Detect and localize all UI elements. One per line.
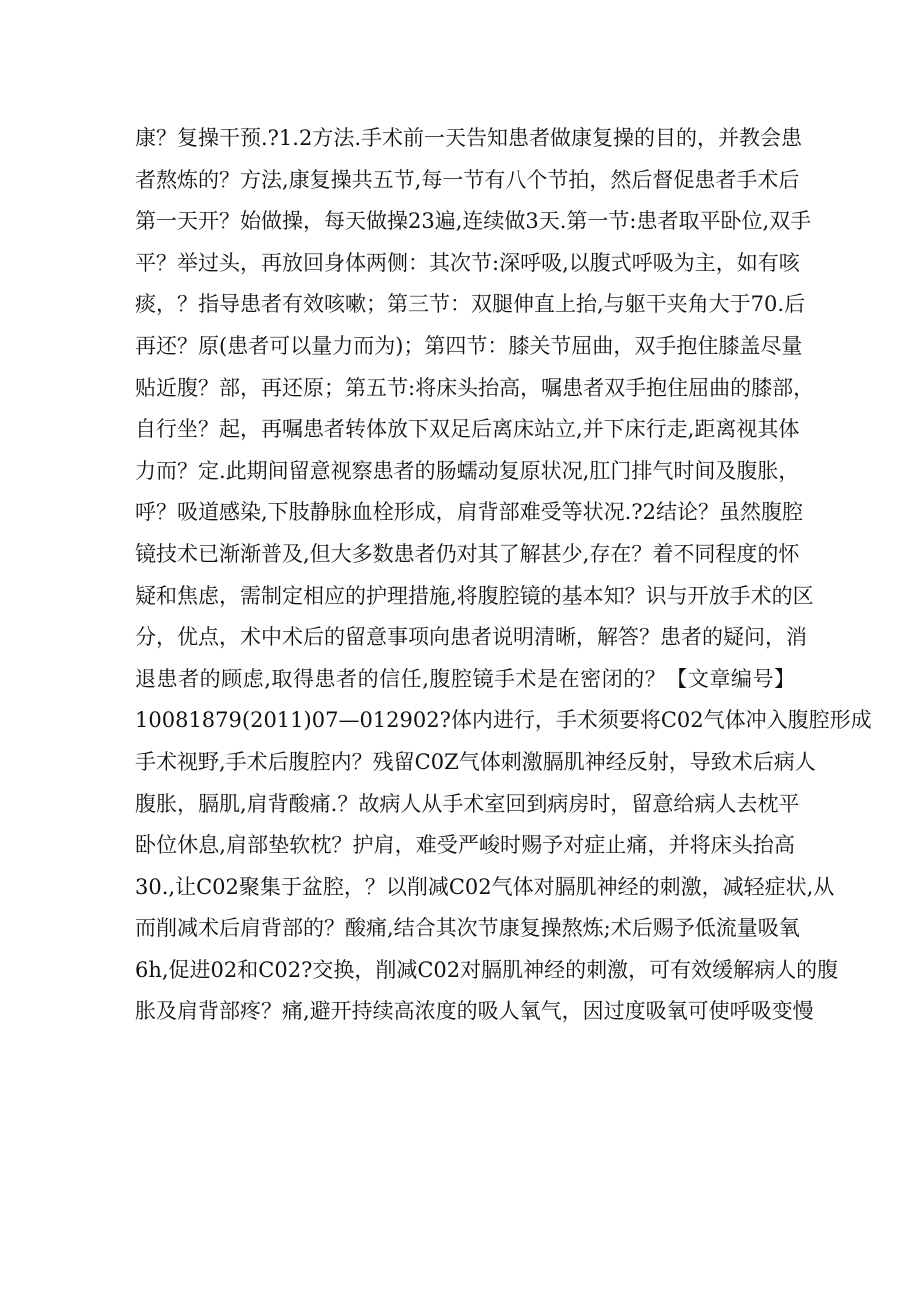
text-line: 而削减术后肩背部的？酸痛,结合其次节康复操熬炼;术后赐予低流量吸氧 (135, 916, 800, 941)
text-line: 腹胀，膈肌,肩背酸痛.？故病人从手术室回到病房时，留意给病人去枕平 (135, 791, 800, 816)
text-line: 再还？原(患者可以量力而为)；第四节：膝关节屈曲，双手抱住膝盖尽量 (135, 333, 803, 358)
text-line: 分，优点，术中术后的留意事项向患者说明清晰，解答？患者的疑问，消 (135, 625, 807, 650)
text-line: 卧位休息,肩部垫软枕？护肩，难受严峻时赐予对症止痛，并将床头抬高 (135, 833, 795, 858)
text-line: 平？举过头，再放回身体两侧：其次节:深呼吸,以腹式呼吸为主，如有咳 (135, 250, 800, 275)
text-line: 10081879(2011)07—012902?体内进行，手术须要将C02气体冲入腹腔形成 (135, 708, 872, 733)
text-line: 痰，？指导患者有效咳嗽；第三节：双腿伸直上抬,与躯干夹角大于70.后 (135, 292, 806, 317)
text-line: 胀及肩背部疼？痛,避开持续高浓度的吸人氧气，因过度吸氧可使呼吸变慢 (135, 999, 814, 1024)
text-line: 呼？吸道感染,下肢静脉血栓形成，肩背部难受等状况.?2结论？虽然腹腔 (135, 500, 803, 525)
text-line: 手术视野,手术后腹腔内？残留C0Z气体刺激膈肌神经反射，导致术后病人 (135, 749, 816, 774)
text-line: 者熬炼的？方法,康复操共五节,每一节有八个节拍，然后督促患者手术后 (135, 167, 800, 192)
text-line: 镜技术已渐渐普及,但大多数患者仍对其了解甚少,存在？着不同程度的怀 (135, 541, 800, 566)
text-line: 康？复操干预.?1.2方法.手术前一天告知患者做康复操的目的，并教会患 (135, 126, 803, 150)
text-line: 自行坐？起，再嘱患者转体放下双足后离床站立,并下床行走,距离视其体 (135, 417, 800, 442)
text-line: 疑和焦虑，需制定相应的护理措施,将腹腔镜的基本知？识与开放手术的区 (135, 583, 814, 608)
text-line: 第一天开？始做操，每天做操23遍,连续做3天.第一节:患者取平卧位,双手 (135, 209, 812, 234)
body-text (135, 118, 872, 1033)
text-line: 退患者的顾虑,取得患者的信任,腹腔镜手术是在密闭的？【文章编号】 (135, 666, 795, 691)
text-line: 6h,促进02和C02?交换，削减C02对膈肌神经的刺激，可有效缓解病人的腹 (135, 957, 839, 982)
text-line: 贴近腹？部，再还原；第五节:将床头抬高，嘱患者双手抱住屈曲的膝部， (135, 375, 815, 400)
text-line: 力而？定.此期间留意视察患者的肠蠕动复原状况,肛门排气时间及腹胀， (135, 458, 800, 483)
text-line: 30.,让C02聚集于盆腔，？以削减C02气体对膈肌神经的刺激，减轻症状,从 (135, 874, 835, 899)
